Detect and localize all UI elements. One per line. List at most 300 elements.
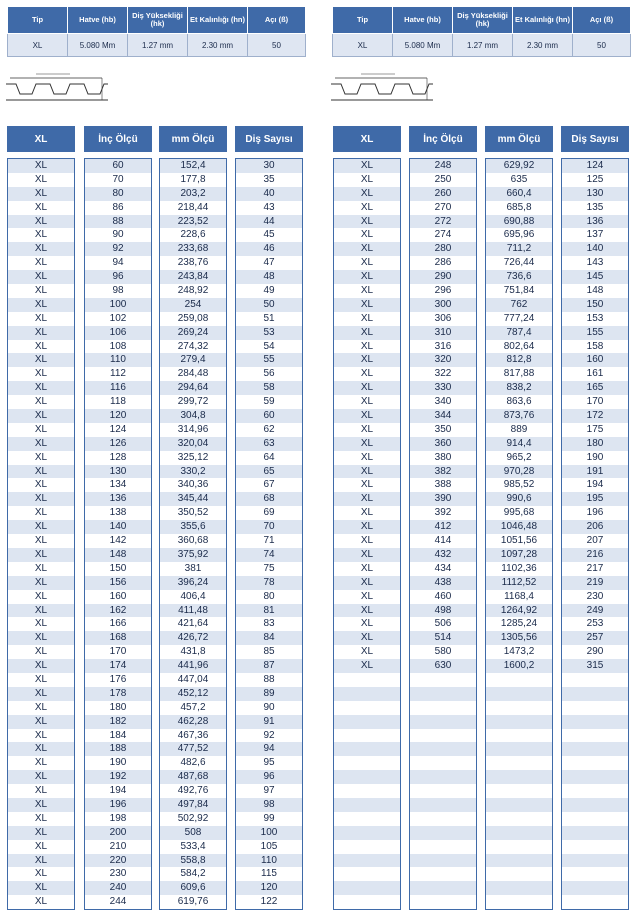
- table-cell: 81: [236, 604, 302, 618]
- table-cell: 115: [236, 867, 302, 881]
- table-cell: [410, 840, 476, 854]
- table-cell: 330: [410, 381, 476, 395]
- table-cell: 35: [236, 173, 302, 187]
- table-cell: 685,8: [486, 201, 552, 215]
- table-cell: 177,8: [160, 173, 226, 187]
- table-cell: XL: [8, 492, 74, 506]
- col-body: [409, 158, 477, 910]
- table-cell: [486, 826, 552, 840]
- spec-value: XL: [8, 34, 68, 57]
- table-cell: 112: [85, 367, 151, 381]
- table-cell: 44: [236, 215, 302, 229]
- table-cell: 228,6: [160, 228, 226, 242]
- table-cell: 75: [236, 562, 302, 576]
- table-cell: 314,96: [160, 423, 226, 437]
- table-cell: 274,32: [160, 340, 226, 354]
- table-cell: 166: [85, 617, 151, 631]
- table-cell: 152,4: [160, 159, 226, 173]
- table-cell: 196: [562, 506, 628, 520]
- table-cell: 375,92: [160, 548, 226, 562]
- table-cell: 635: [486, 173, 552, 187]
- table-cell: 580: [410, 645, 476, 659]
- table-cell: XL: [8, 548, 74, 562]
- table-cell: 60: [236, 409, 302, 423]
- spec-table-left: [7, 6, 306, 57]
- table-cell: [486, 881, 552, 895]
- table-cell: 50: [236, 298, 302, 312]
- col-body: [84, 158, 152, 910]
- table-cell: [410, 756, 476, 770]
- spec-value: 5.080 Mm: [393, 34, 453, 57]
- table-cell: 120: [236, 881, 302, 895]
- table-cell: XL: [8, 812, 74, 826]
- table-cell: XL: [334, 367, 400, 381]
- spec-header-angle: Açı (ß): [573, 7, 631, 34]
- spec-value: XL: [333, 34, 393, 57]
- table-cell: 100: [236, 826, 302, 840]
- table-cell: 88: [85, 215, 151, 229]
- spec-header-pitch: Hatve (hb): [393, 7, 453, 34]
- table-cell: [562, 687, 628, 701]
- table-cell: 812,8: [486, 353, 552, 367]
- table-cell: 294,64: [160, 381, 226, 395]
- table-cell: 191: [562, 465, 628, 479]
- table-cell: 190: [562, 451, 628, 465]
- table-cell: 412: [410, 520, 476, 534]
- table-cell: 777,24: [486, 312, 552, 326]
- table-cell: [562, 881, 628, 895]
- table-cell: 98: [236, 798, 302, 812]
- table-cell: 130: [562, 187, 628, 201]
- table-cell: 441,96: [160, 659, 226, 673]
- table-cell: 304,8: [160, 409, 226, 423]
- table-cell: 863,6: [486, 395, 552, 409]
- table-cell: 306: [410, 312, 476, 326]
- spec-header-pitch: Hatve (hb): [68, 7, 128, 34]
- table-cell: 161: [562, 367, 628, 381]
- table-cell: 54: [236, 340, 302, 354]
- table-cell: 257: [562, 631, 628, 645]
- table-cell: [486, 798, 552, 812]
- table-cell: 990,6: [486, 492, 552, 506]
- table-cell: 296: [410, 284, 476, 298]
- table-cell: 63: [236, 437, 302, 451]
- table-cell: 130: [85, 465, 151, 479]
- table-cell: 274: [410, 228, 476, 242]
- table-cell: 1473,2: [486, 645, 552, 659]
- table-cell: 330,2: [160, 465, 226, 479]
- table-cell: 447,04: [160, 673, 226, 687]
- table-cell: 67: [236, 478, 302, 492]
- table-cell: XL: [8, 840, 74, 854]
- table-cell: 322: [410, 367, 476, 381]
- table-cell: [334, 715, 400, 729]
- table-cell: [410, 881, 476, 895]
- table-cell: 223,52: [160, 215, 226, 229]
- table-cell: 190: [85, 756, 151, 770]
- table-cell: 502,92: [160, 812, 226, 826]
- table-cell: 219: [562, 576, 628, 590]
- table-cell: 85: [236, 645, 302, 659]
- table-cell: 340,36: [160, 478, 226, 492]
- table-cell: 279,4: [160, 353, 226, 367]
- table-cell: 118: [85, 395, 151, 409]
- table-cell: 168: [85, 631, 151, 645]
- table-cell: 269,24: [160, 326, 226, 340]
- table-cell: [334, 854, 400, 868]
- table-cell: 105: [236, 840, 302, 854]
- table-cell: [334, 867, 400, 881]
- table-cell: 1051,56: [486, 534, 552, 548]
- table-cell: [486, 673, 552, 687]
- table-cell: XL: [8, 645, 74, 659]
- table-cell: XL: [8, 437, 74, 451]
- table-cell: [562, 715, 628, 729]
- table-cell: 120: [85, 409, 151, 423]
- table-cell: XL: [334, 478, 400, 492]
- table-cell: 380: [410, 451, 476, 465]
- table-cell: 477,52: [160, 742, 226, 756]
- table-cell: 64: [236, 451, 302, 465]
- table-cell: 695,96: [486, 228, 552, 242]
- table-cell: [410, 742, 476, 756]
- col-body: [333, 158, 401, 910]
- table-cell: 92: [85, 242, 151, 256]
- table-cell: 381: [160, 562, 226, 576]
- table-cell: XL: [8, 478, 74, 492]
- table-cell: 40: [236, 187, 302, 201]
- table-cell: 426,72: [160, 631, 226, 645]
- table-cell: 406,4: [160, 590, 226, 604]
- table-cell: 360: [410, 437, 476, 451]
- table-cell: 315: [562, 659, 628, 673]
- table-cell: 250: [410, 173, 476, 187]
- table-cell: 344: [410, 409, 476, 423]
- table-cell: 802,64: [486, 340, 552, 354]
- table-cell: XL: [8, 215, 74, 229]
- spec-value: 2.30 mm: [188, 34, 248, 57]
- table-cell: 136: [562, 215, 628, 229]
- table-cell: XL: [8, 659, 74, 673]
- table-cell: 350: [410, 423, 476, 437]
- table-cell: XL: [334, 465, 400, 479]
- table-cell: 148: [85, 548, 151, 562]
- table-cell: [410, 715, 476, 729]
- table-cell: 462,28: [160, 715, 226, 729]
- table-cell: [334, 798, 400, 812]
- table-cell: [334, 881, 400, 895]
- table-cell: 995,68: [486, 506, 552, 520]
- table-cell: 106: [85, 326, 151, 340]
- table-cell: 184: [85, 729, 151, 743]
- table-cell: 56: [236, 367, 302, 381]
- table-cell: 382: [410, 465, 476, 479]
- table-cell: [486, 812, 552, 826]
- table-cell: 74: [236, 548, 302, 562]
- table-cell: 558,8: [160, 854, 226, 868]
- table-cell: 158: [562, 340, 628, 354]
- spec-header-row: [8, 7, 306, 34]
- table-cell: 243,84: [160, 270, 226, 284]
- table-cell: XL: [8, 367, 74, 381]
- table-cell: XL: [334, 256, 400, 270]
- table-cell: 497,84: [160, 798, 226, 812]
- table-cell: 138: [85, 506, 151, 520]
- table-cell: 94: [85, 256, 151, 270]
- table-cell: XL: [334, 437, 400, 451]
- table-cell: [562, 756, 628, 770]
- table-cell: XL: [8, 520, 74, 534]
- col-header-teeth: Diş Sayısı: [235, 126, 303, 152]
- table-cell: 360,68: [160, 534, 226, 548]
- table-cell: 94: [236, 742, 302, 756]
- table-cell: 95: [236, 756, 302, 770]
- table-cell: 1102,36: [486, 562, 552, 576]
- table-cell: XL: [334, 340, 400, 354]
- table-cell: 148: [562, 284, 628, 298]
- table-cell: 86: [85, 201, 151, 215]
- table-cell: 206: [562, 520, 628, 534]
- table-cell: XL: [8, 895, 74, 909]
- belt-profile-diagram-left: [6, 70, 110, 106]
- table-cell: 99: [236, 812, 302, 826]
- table-cell: 60: [85, 159, 151, 173]
- table-cell: 218,44: [160, 201, 226, 215]
- table-cell: 92: [236, 729, 302, 743]
- table-cell: 584,2: [160, 867, 226, 881]
- table-cell: 91: [236, 715, 302, 729]
- spec-value: 5.080 Mm: [68, 34, 128, 57]
- table-cell: 280: [410, 242, 476, 256]
- table-cell: 240: [85, 881, 151, 895]
- col-body: [235, 158, 303, 910]
- spec-header-row: [333, 7, 631, 34]
- table-cell: XL: [8, 298, 74, 312]
- table-cell: 122: [236, 895, 302, 909]
- col-body: [159, 158, 227, 910]
- table-cell: XL: [8, 576, 74, 590]
- table-cell: 142: [85, 534, 151, 548]
- col-header-type: XL: [7, 126, 75, 152]
- table-cell: 508: [160, 826, 226, 840]
- table-cell: 210: [85, 840, 151, 854]
- table-cell: XL: [334, 215, 400, 229]
- table-cell: 421,64: [160, 617, 226, 631]
- table-cell: [562, 895, 628, 909]
- table-cell: 89: [236, 687, 302, 701]
- table-cell: 47: [236, 256, 302, 270]
- table-cell: 172: [562, 409, 628, 423]
- table-cell: 216: [562, 548, 628, 562]
- table-cell: XL: [8, 881, 74, 895]
- table-cell: 49: [236, 284, 302, 298]
- table-cell: 96: [236, 770, 302, 784]
- table-cell: 68: [236, 492, 302, 506]
- table-cell: [410, 826, 476, 840]
- spec-header-tooth-height: Diş Yüksekliği (hk): [453, 7, 513, 34]
- table-cell: 244: [85, 895, 151, 909]
- table-cell: 70: [236, 520, 302, 534]
- table-cell: XL: [8, 617, 74, 631]
- table-cell: 102: [85, 312, 151, 326]
- table-cell: XL: [334, 576, 400, 590]
- table-cell: [334, 784, 400, 798]
- table-cell: XL: [334, 562, 400, 576]
- table-cell: XL: [8, 826, 74, 840]
- table-cell: 619,76: [160, 895, 226, 909]
- table-cell: XL: [8, 395, 74, 409]
- table-cell: XL: [334, 520, 400, 534]
- table-cell: [410, 673, 476, 687]
- table-cell: 84: [236, 631, 302, 645]
- table-cell: 431,8: [160, 645, 226, 659]
- table-cell: XL: [334, 381, 400, 395]
- table-cell: 259,08: [160, 312, 226, 326]
- table-cell: XL: [334, 298, 400, 312]
- table-cell: 320: [410, 353, 476, 367]
- spec-value: 1.27 mm: [453, 34, 513, 57]
- table-cell: [486, 701, 552, 715]
- spec-header-thickness: Et Kalınlığı (hn): [513, 7, 573, 34]
- table-cell: XL: [8, 534, 74, 548]
- table-cell: 170: [562, 395, 628, 409]
- table-cell: XL: [334, 451, 400, 465]
- table-cell: 126: [85, 437, 151, 451]
- table-cell: 128: [85, 451, 151, 465]
- table-cell: XL: [334, 187, 400, 201]
- table-cell: XL: [334, 228, 400, 242]
- table-cell: [486, 756, 552, 770]
- table-cell: 438: [410, 576, 476, 590]
- table-cell: XL: [334, 242, 400, 256]
- table-cell: 340: [410, 395, 476, 409]
- table-cell: 198: [85, 812, 151, 826]
- spec-value-row: [8, 34, 306, 57]
- table-cell: 457,2: [160, 701, 226, 715]
- table-cell: XL: [334, 506, 400, 520]
- table-cell: XL: [8, 381, 74, 395]
- table-cell: 320,04: [160, 437, 226, 451]
- table-cell: XL: [8, 465, 74, 479]
- table-cell: 487,68: [160, 770, 226, 784]
- table-cell: 787,4: [486, 326, 552, 340]
- table-cell: XL: [8, 562, 74, 576]
- table-cell: XL: [334, 492, 400, 506]
- table-cell: 98: [85, 284, 151, 298]
- table-cell: 80: [85, 187, 151, 201]
- table-cell: [486, 687, 552, 701]
- table-cell: XL: [334, 312, 400, 326]
- table-cell: [410, 687, 476, 701]
- table-cell: 194: [562, 478, 628, 492]
- col-header-type: XL: [333, 126, 401, 152]
- table-cell: XL: [8, 256, 74, 270]
- spec-header-type: Tip: [333, 7, 393, 34]
- table-cell: 1264,92: [486, 604, 552, 618]
- table-cell: 260: [410, 187, 476, 201]
- table-cell: 70: [85, 173, 151, 187]
- table-cell: 290: [410, 270, 476, 284]
- table-cell: [410, 867, 476, 881]
- table-cell: [486, 854, 552, 868]
- table-cell: XL: [8, 228, 74, 242]
- table-cell: 355,6: [160, 520, 226, 534]
- table-cell: 220: [85, 854, 151, 868]
- table-cell: 434: [410, 562, 476, 576]
- table-cell: 238,76: [160, 256, 226, 270]
- table-cell: XL: [8, 756, 74, 770]
- table-cell: [562, 840, 628, 854]
- table-cell: 51: [236, 312, 302, 326]
- table-cell: XL: [8, 590, 74, 604]
- table-cell: 71: [236, 534, 302, 548]
- table-cell: 270: [410, 201, 476, 215]
- table-cell: 1097,28: [486, 548, 552, 562]
- table-cell: 253: [562, 617, 628, 631]
- table-cell: 248: [410, 159, 476, 173]
- table-cell: [334, 895, 400, 909]
- belt-profile-diagram-right: [331, 70, 435, 106]
- table-cell: XL: [8, 742, 74, 756]
- table-cell: 192: [85, 770, 151, 784]
- table-cell: 817,88: [486, 367, 552, 381]
- table-cell: XL: [334, 659, 400, 673]
- table-cell: 156: [85, 576, 151, 590]
- col-body: [561, 158, 629, 910]
- table-cell: XL: [8, 604, 74, 618]
- table-cell: XL: [8, 631, 74, 645]
- table-cell: 873,76: [486, 409, 552, 423]
- table-cell: 609,6: [160, 881, 226, 895]
- table-cell: 153: [562, 312, 628, 326]
- table-cell: XL: [334, 353, 400, 367]
- table-cell: XL: [8, 201, 74, 215]
- col-body: [485, 158, 553, 910]
- table-cell: 45: [236, 228, 302, 242]
- table-cell: 914,4: [486, 437, 552, 451]
- table-cell: 1112,52: [486, 576, 552, 590]
- table-cell: XL: [334, 409, 400, 423]
- table-cell: 160: [562, 353, 628, 367]
- table-cell: 178: [85, 687, 151, 701]
- table-cell: [334, 687, 400, 701]
- table-cell: XL: [8, 423, 74, 437]
- table-cell: 514: [410, 631, 476, 645]
- table-cell: 134: [85, 478, 151, 492]
- table-cell: XL: [8, 798, 74, 812]
- table-cell: XL: [8, 187, 74, 201]
- table-cell: XL: [334, 534, 400, 548]
- table-cell: [334, 840, 400, 854]
- table-cell: 180: [562, 437, 628, 451]
- table-cell: 48: [236, 270, 302, 284]
- table-cell: XL: [334, 270, 400, 284]
- spec-header-thickness: Et Kalınlığı (hn): [188, 7, 248, 34]
- table-cell: [486, 770, 552, 784]
- table-cell: 175: [562, 423, 628, 437]
- table-cell: 325,12: [160, 451, 226, 465]
- table-cell: 467,36: [160, 729, 226, 743]
- table-cell: [486, 895, 552, 909]
- table-cell: 392: [410, 506, 476, 520]
- table-cell: 200: [85, 826, 151, 840]
- table-cell: 135: [562, 201, 628, 215]
- table-cell: 310: [410, 326, 476, 340]
- spec-value: 1.27 mm: [128, 34, 188, 57]
- table-cell: XL: [8, 687, 74, 701]
- table-cell: 124: [562, 159, 628, 173]
- table-cell: XL: [334, 284, 400, 298]
